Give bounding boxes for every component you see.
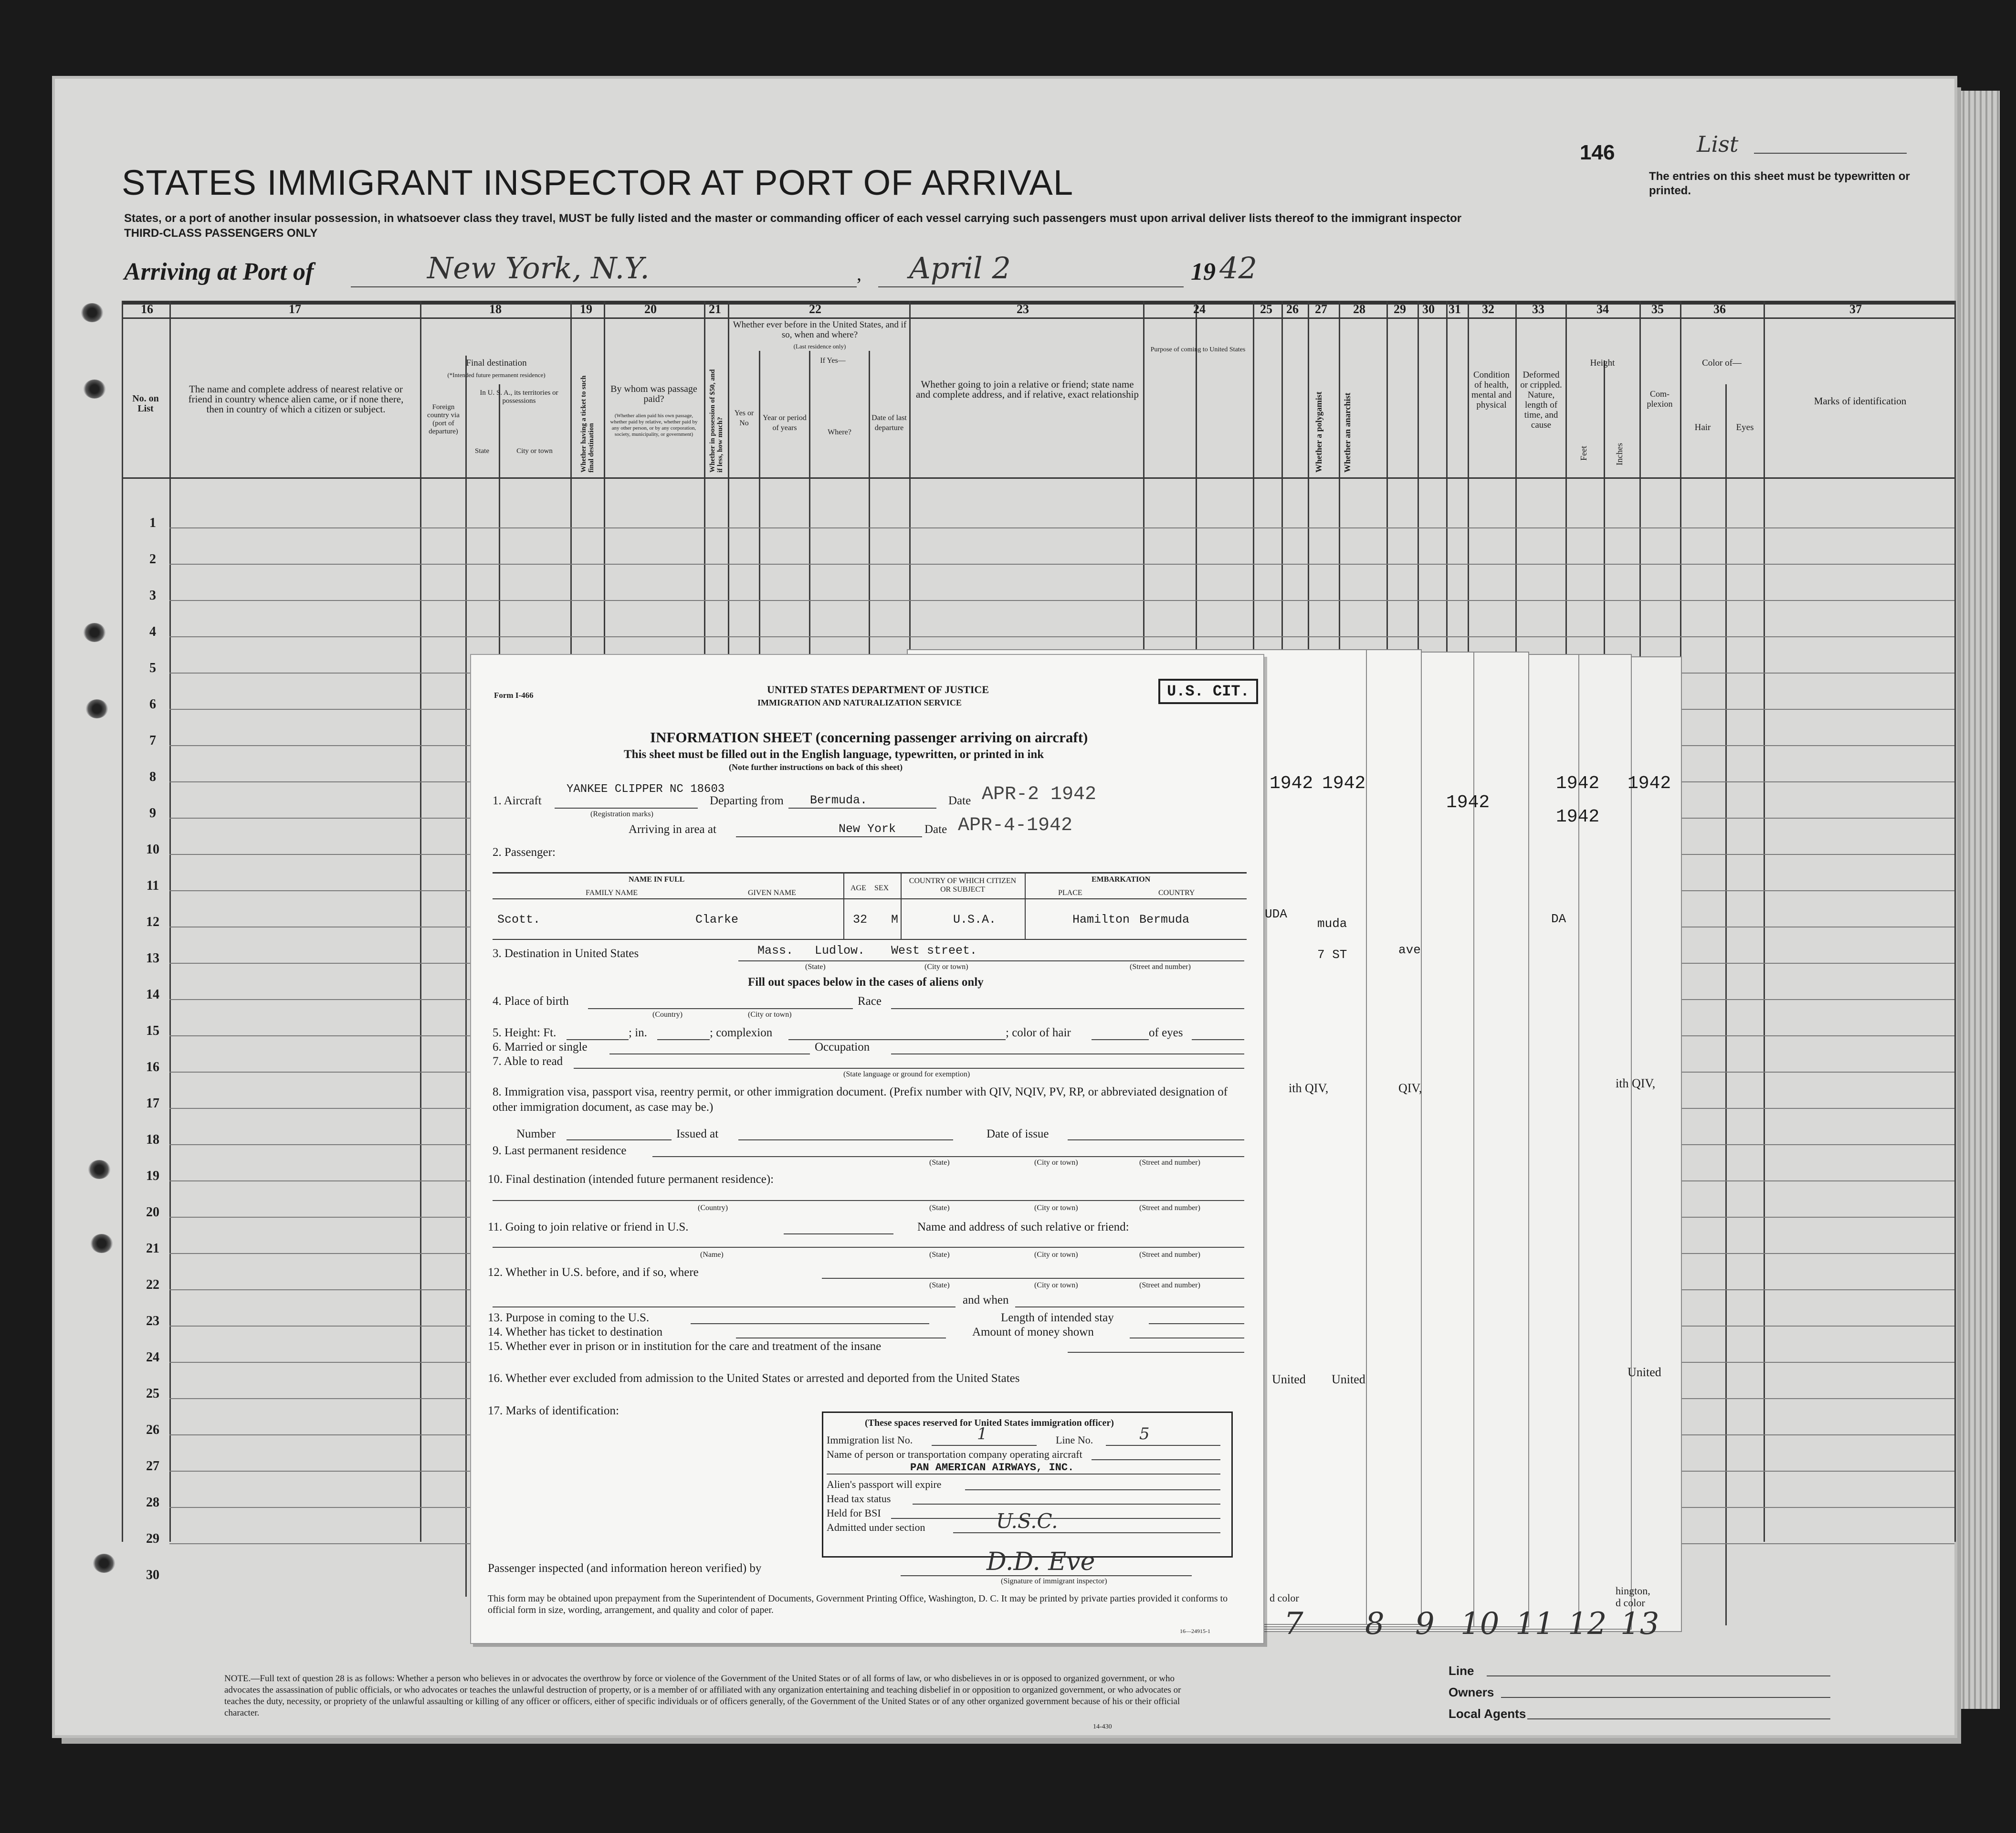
- sheet-number: 13: [1620, 1606, 1659, 1642]
- sub-label: (Street and number): [1130, 963, 1191, 971]
- row-number: 12: [146, 915, 159, 929]
- citizen-header: COUNTRY OF WHICH CITIZEN OR SUBJECT: [909, 877, 1017, 894]
- col-number: 20: [644, 302, 657, 316]
- binder-hole-icon: [91, 1234, 113, 1253]
- instruction: This sheet must be filled out in the English language, typewritten, or printed in ink: [624, 748, 1044, 761]
- sub-label: (State): [929, 1251, 950, 1259]
- sub-label: (City or town): [924, 963, 968, 971]
- name-in-full: NAME IN FULL: [629, 875, 685, 884]
- issued-at-label: Issued at: [676, 1127, 719, 1140]
- stacked-fragment: muda: [1317, 916, 1347, 931]
- given-name-header: GIVEN NAME: [748, 889, 796, 897]
- row-number: 28: [146, 1495, 159, 1510]
- destination-city: Ludlow.: [815, 944, 865, 958]
- race-label: Race: [858, 995, 882, 1008]
- manifest-subtitle: States, or a port of another insular possession, in whatsoever class they travel, MUST be fully listed and the master or commanding officer of each vessel carrying such passengers must upon arrival deliver lists thereof to the immigrant inspector: [124, 212, 1462, 225]
- header-no-on-list: No. on List: [132, 393, 159, 414]
- row-number: 4: [149, 624, 156, 639]
- header-possession-50: Whether in possession of $50, and if less, how much?: [709, 369, 724, 473]
- row-number: 17: [146, 1096, 159, 1111]
- row-number: 13: [146, 951, 159, 966]
- row-number: 11: [146, 878, 159, 893]
- header-state: State: [475, 447, 489, 455]
- age-header: AGE: [850, 884, 866, 892]
- sub-label: (Name): [700, 1251, 724, 1259]
- manifest-page: 146 List The entries on this sheet must be typewritten or printed. STATES IMMIGRANT INSPECTOR AT PORT OF ARRIVAL States, or a port of another insular possession, in whatsoever class they travel, MUST be fully listed and the master or commanding officer of each vessel carrying such passengers must upon arrival deliver lists thereof to the immigrant inspector THIRD-CLASS PASSENGERS ONLY Arriving at Port of New York, N.Y. , April 2 19 42 16 17 18 19 20 21 22 23 24 25 26 27 28 29 30 31 32 33 34 35 36 37 No. on List The name and complete address of nearest relative or friend in country whence alien came, or if none there, then in country of which a citizen or subject. Final destination (*Intended future permanent residence) Foreign country via (port of departure) In U. S. A., its territories or possessions State City or town Whether having a ticket to such final destination By whom was passage paid? (Whether alien paid his own passage, whether paid by relative, whether paid by any other person, or by any corporation, society, municipality, or government) Whether in possession of $50, and if less, how much? Whether ever before in the United States, and if so, when and where? (Last residence only) Yes or No If Yes— Year or period of years Where? Date of last departure Whether going to join a relative or friend; state name and complete address, and if relative, exact relationship Purpose of coming to United States Whether a polygamist Whether an anarchist Condition of health, mental and physical Deformed or crippled. Nature, length of time, and cause Height Feet Inches Com-plexion Color of— Hair Eyes Marks of identification NOTE.—Full text of question 28 is as follows: Whether a person who believes in or advocates the overthrow by force or violence of the Government of the United States or of all forms of law, or who disbelieves in or is opposed to organized government, or who advocates the assassination of public officials, or who advocates or teaches the unlawful destruction of property, or is a member of or affiliated with any organization entertaining and teaching disbelief in or opposition to organized government, or who advocates or teaches the duty, necessity, or propriety of the unlawful assaulting or killing of any officer or officers, either of specific individuals or of officers generally, of the Government of the United States or of any other organized government because of his or their official character. 14-430 Line Owners Local Agents: [55, 79, 1954, 1735]
- row-number: 10: [146, 842, 159, 857]
- stacked-fragment: United: [1332, 1372, 1365, 1386]
- q15-label: 15. Whether ever in prison or in institution for the care and treatment of the insane: [488, 1340, 882, 1353]
- header-health: Condition of health, mental and physical: [1471, 370, 1512, 410]
- departing-label: Departing from: [710, 794, 784, 807]
- sheet-number: 7: [1284, 1606, 1303, 1642]
- col-number: 28: [1353, 302, 1365, 316]
- q3-label: 3. Destination in United States: [493, 947, 639, 960]
- col-number: 34: [1596, 302, 1609, 316]
- header-year-period: Year or period of years: [763, 414, 807, 432]
- row-number: 30: [146, 1568, 159, 1582]
- q5-complexion: ; complexion: [710, 1026, 773, 1039]
- stacked-fragment: ave: [1398, 943, 1421, 957]
- q5-eyes: of eyes: [1149, 1026, 1183, 1039]
- header-passage-note: (Whether alien paid his own passage, whether paid by relative, whether paid by any other person, or by any corporation, society, municipality, or government): [610, 413, 698, 437]
- row-number: 3: [149, 588, 156, 603]
- head-tax-label: Head tax status: [827, 1493, 891, 1505]
- header-final-destination: Final destination: [466, 358, 527, 368]
- q4-label: 4. Place of birth: [493, 995, 569, 1008]
- sub-label: (Street and number): [1139, 1159, 1200, 1167]
- sub-label: (Street and number): [1139, 1281, 1200, 1289]
- place-header: PLACE: [1058, 889, 1082, 897]
- signature-label: (Signature of immigrant inspector): [1001, 1577, 1107, 1585]
- list-no-value: 1: [977, 1424, 987, 1443]
- col-number: 31: [1449, 302, 1461, 316]
- page-number: 146: [1580, 141, 1615, 164]
- arriving-label: Arriving at Port of: [124, 258, 314, 285]
- q14-label: 14. Whether has ticket to destination: [488, 1326, 663, 1338]
- col-number: 17: [289, 302, 301, 316]
- sub-label: (State): [929, 1281, 950, 1289]
- q5-label: 5. Height: Ft.: [493, 1026, 556, 1039]
- operator-label: Name of person or transportation company operating aircraft: [827, 1448, 1082, 1460]
- stacked-fragment: United: [1628, 1365, 1661, 1379]
- row-number: 14: [146, 987, 159, 1002]
- header-height: Height: [1590, 358, 1615, 368]
- row-number: 1: [149, 516, 156, 530]
- header-anarchist: Whether an anarchist: [1343, 392, 1352, 473]
- col-number: 16: [141, 302, 153, 316]
- header-ever-before: Whether ever before in the United States, and if so, when and where?: [733, 320, 907, 340]
- inspected-label: Passenger inspected (and information hereon verified) by: [488, 1562, 762, 1575]
- passenger-family-name: Scott.: [497, 913, 541, 927]
- q11-label: 11. Going to join relative or friend in U.S.: [488, 1221, 689, 1233]
- stacked-year: 1942: [1556, 773, 1600, 794]
- header-ticket: Whether having a ticket to such final destination: [580, 375, 595, 473]
- header-purpose: Purpose of coming to United States: [1150, 346, 1246, 353]
- header-hair: Hair: [1694, 422, 1711, 432]
- form-code: 14-430: [1093, 1723, 1112, 1730]
- year-prefix: 19: [1191, 258, 1216, 285]
- sub-label: (Country): [698, 1204, 728, 1212]
- row-number: 7: [149, 733, 156, 748]
- header-passage-paid: By whom was passage paid?: [610, 384, 697, 404]
- col-number: 35: [1651, 302, 1664, 316]
- sub-label: (State): [805, 963, 826, 971]
- q5-inches: ; in.: [629, 1026, 647, 1039]
- col-number: 25: [1260, 302, 1272, 316]
- col-number: 24: [1193, 302, 1206, 316]
- row-number: 26: [146, 1422, 159, 1437]
- binder-hole-icon: [84, 623, 105, 642]
- q13-label: 13. Purpose in coming to the U.S.: [488, 1311, 650, 1324]
- sub-label: (City or town): [1034, 1204, 1078, 1212]
- embarkation-header: EMBARKATION: [1092, 875, 1151, 884]
- row-number: 18: [146, 1132, 159, 1147]
- row-number: 20: [146, 1205, 159, 1220]
- row-number: 23: [146, 1314, 159, 1328]
- sub-label: (Street and number): [1139, 1204, 1200, 1212]
- department: UNITED STATES DEPARTMENT OF JUSTICE: [767, 684, 989, 695]
- sheet-number: 11: [1515, 1606, 1554, 1642]
- q7-label: 7. Able to read: [493, 1055, 563, 1068]
- q10-label: 10. Final destination (intended future permanent residence):: [488, 1173, 774, 1186]
- sheet-number: 12: [1568, 1606, 1607, 1642]
- row-number: 29: [146, 1531, 159, 1546]
- line-label: Line: [1449, 1664, 1474, 1678]
- sheet-number: 9: [1415, 1606, 1435, 1642]
- stacked-fragment: hington,: [1616, 1585, 1650, 1597]
- sub-label: (State): [929, 1204, 950, 1212]
- embark-country: Bermuda: [1139, 913, 1190, 927]
- row-number: 2: [149, 552, 156, 567]
- aliens-only: Fill out spaces below in the cases of aliens only: [748, 976, 984, 989]
- port-handwritten: New York, N.Y.: [427, 251, 650, 285]
- sheet-number: 8: [1365, 1606, 1385, 1642]
- header-in-usa: In U. S. A., its territories or possessions: [480, 389, 558, 405]
- row-number: 22: [146, 1277, 159, 1292]
- row-number: 5: [149, 661, 156, 675]
- q16-label: 16. Whether ever excluded from admission to the United States or arrested and deported from the United States: [488, 1372, 1020, 1385]
- row-number: 21: [146, 1241, 159, 1256]
- agents-label: Local Agents: [1449, 1707, 1526, 1721]
- col-number: 33: [1532, 302, 1544, 316]
- sub-label: (Country): [652, 1011, 683, 1019]
- arriving-value: New York: [839, 822, 896, 836]
- family-name-header: FAMILY NAME: [586, 889, 638, 897]
- col-number: 26: [1286, 302, 1299, 316]
- instruction-note: (Note further instructions on back of this sheet): [729, 762, 903, 772]
- col-number: 37: [1849, 302, 1862, 316]
- line-no-label: Line No.: [1056, 1434, 1093, 1446]
- form-number: Form I-466: [494, 691, 534, 700]
- date-label: Date: [948, 794, 971, 807]
- binder-hole-icon: [84, 379, 105, 399]
- sub-label: (City or town): [1034, 1251, 1078, 1259]
- header-city: City or town: [516, 447, 553, 455]
- q6-label: 6. Married or single: [493, 1041, 588, 1053]
- passenger-label: 2. Passenger:: [493, 846, 556, 859]
- header-eyes: Eyes: [1736, 422, 1754, 432]
- col-number: 30: [1422, 302, 1435, 316]
- header-final-destination-note: (*Intended future permanent residence): [447, 371, 546, 379]
- stacked-fragment: United: [1272, 1372, 1306, 1386]
- sub-label: (Street and number): [1139, 1251, 1200, 1259]
- destination-street: West street.: [891, 944, 977, 958]
- date-issue-label: Date of issue: [987, 1127, 1049, 1140]
- header-foreign-country: Foreign country via (port of departure): [427, 403, 460, 435]
- row-number: 25: [146, 1386, 159, 1401]
- header-if-yes: If Yes—: [820, 357, 846, 365]
- country-header: COUNTRY: [1158, 889, 1195, 897]
- embark-place: Hamilton: [1072, 913, 1130, 927]
- col-number: 21: [709, 302, 721, 316]
- footnote: NOTE.—Full text of question 28 is as follows: Whether a person who believes in or advocates the overthrow by force or violence of the Government of the United States or of all forms of law, or who disbelieves in or is opposed to organized government, or who advocates the assassination of public officials, or who advocates or teaches the unlawful destruction of property, or is a member of or affiliated with any organization entertaining and teaching disbelief in or opposition to organized government, or who advocates or teaches the duty, necessity, or propriety of the unlawful assaulting or killing of any officer or officers, either of specific individuals or of officers generally, of the Government of the United States or of any other organized government because of his or their official character.: [224, 1674, 1181, 1718]
- registration-marks: (Registration marks): [590, 810, 653, 818]
- aircraft-label: 1. Aircraft: [493, 794, 542, 807]
- passenger-age: 32: [853, 913, 868, 927]
- passport-expire-label: Alien's passport will expire: [827, 1478, 942, 1490]
- departing-value: Bermuda.: [810, 793, 868, 807]
- passenger-citizenship: U.S.A.: [953, 913, 997, 927]
- stacked-fragment: 7 ST: [1317, 948, 1347, 962]
- and-when-label: and when: [963, 1294, 1009, 1306]
- sub-label: (City or town): [1034, 1159, 1078, 1167]
- row-number: 16: [146, 1060, 159, 1075]
- sub-label: (State): [929, 1159, 950, 1167]
- header-inches: Inches: [1615, 443, 1624, 465]
- stacked-fragment: d color: [1270, 1592, 1299, 1604]
- row-number: 8: [149, 769, 156, 784]
- departing-date-stamp: APR-2 1942: [982, 784, 1097, 805]
- binder-hole-icon: [86, 699, 108, 718]
- q11-b-label: Name and address of such relative or friend:: [917, 1221, 1129, 1233]
- binder-hole-icon: [93, 1554, 115, 1573]
- year-handwritten: 42: [1219, 251, 1257, 285]
- sub-label: (City or town): [1034, 1281, 1078, 1289]
- obtain-note: This form may be obtained upon prepayment from the Superintendent of Documents, Government Printing Office, Washington, D. C. It may be printed by private parties provided it conforms to official form in size, wording, arrangement, and quality and color of paper.: [488, 1593, 1228, 1615]
- header-complexion: Com-plexion: [1647, 389, 1673, 409]
- header-join-relative: Whether going to join a relative or friend; state name and complete address, and if relative, exact relationship: [915, 379, 1139, 400]
- col-number: 18: [489, 302, 502, 316]
- admitted-value: U.S.C.: [996, 1509, 1058, 1533]
- col-number: 19: [580, 302, 592, 316]
- information-sheet: [470, 654, 1264, 1644]
- date-handwritten: April 2: [909, 251, 1011, 285]
- header-color-of: Color of—: [1702, 358, 1742, 368]
- row-number: 9: [149, 806, 156, 821]
- length-stay-label: Length of intended stay: [1001, 1311, 1114, 1324]
- passenger-given-name: Clarke: [695, 913, 739, 927]
- entries-note: The entries on this sheet must be typewritten or printed.: [1649, 170, 1910, 197]
- list-no-label: Immigration list No.: [827, 1434, 913, 1446]
- reserved-label: (These spaces reserved for United States immigration officer): [865, 1418, 1114, 1428]
- row-number: 15: [146, 1023, 159, 1038]
- q9-label: 9. Last permanent residence: [493, 1144, 627, 1157]
- header-where: Where?: [828, 428, 851, 436]
- stacked-fragment: ith QIV,: [1616, 1076, 1656, 1090]
- q7-note: (State language or ground for exemption): [843, 1070, 970, 1078]
- destination-state: Mass.: [757, 944, 794, 958]
- owners-label: Owners: [1449, 1685, 1494, 1699]
- q8-label: 8. Immigration visa, passport visa, reentry permit, or other immigration document. (Prefix number with QIV, NQIV, PV, RP, or abbreviated designation of other immigration document, as case may be.): [493, 1085, 1228, 1114]
- money-label: Amount of money shown: [972, 1326, 1094, 1338]
- col-number: 23: [1017, 302, 1029, 316]
- us-citizen-stamp: U.S. CIT.: [1158, 679, 1258, 704]
- row-number: 19: [146, 1169, 159, 1183]
- date-label: Date: [924, 823, 947, 836]
- stacked-fragment: UDA: [1265, 907, 1287, 921]
- col-number: 29: [1394, 302, 1406, 316]
- info-sheet-title: INFORMATION SHEET (concerning passenger arriving on aircraft): [650, 729, 1088, 746]
- arriving-date-stamp: APR-4-1942: [958, 815, 1073, 836]
- inspector-signature: D.D. Eve: [987, 1548, 1095, 1576]
- aircraft-value: YANKEE CLIPPER NC 18603: [567, 783, 725, 796]
- header-polygamist: Whether a polygamist: [1314, 391, 1323, 473]
- number-label: Number: [516, 1127, 556, 1140]
- header-marks: Marks of identification: [1814, 395, 1907, 407]
- line-no-value: 5: [1139, 1424, 1150, 1443]
- occupation-label: Occupation: [815, 1041, 870, 1053]
- binder-hole-icon: [88, 1160, 110, 1179]
- stacked-year: 1942: [1556, 807, 1600, 827]
- stacked-fragment: DA: [1551, 912, 1566, 926]
- row-number: 6: [149, 697, 156, 712]
- manifest-title: STATES IMMIGRANT INSPECTOR AT PORT OF ARRIVAL: [122, 163, 1074, 202]
- held-bsi-label: Held for BSI: [827, 1507, 881, 1519]
- operator-value: PAN AMERICAN AIRWAYS, INC.: [910, 1462, 1074, 1474]
- row-number: 24: [146, 1350, 159, 1365]
- sub-label: (City or town): [748, 1011, 792, 1019]
- q17-label: 17. Marks of identification:: [488, 1404, 619, 1417]
- row-number: 27: [146, 1459, 159, 1474]
- sheet-number: 10: [1460, 1606, 1500, 1642]
- stacked-year: 1942: [1446, 792, 1490, 813]
- col-number: 27: [1315, 302, 1327, 316]
- stacked-fragment: QIV,: [1398, 1081, 1422, 1095]
- class-line: THIRD-CLASS PASSENGERS ONLY: [124, 227, 318, 240]
- stacked-year: 1942: [1628, 773, 1671, 794]
- col-number: 22: [809, 302, 821, 316]
- q12-label: 12. Whether in U.S. before, and if so, where: [488, 1266, 699, 1279]
- sex-header: SEX: [874, 884, 889, 892]
- arriving-label: Arriving in area at: [629, 823, 716, 836]
- header-yes-no: Yes or No: [734, 409, 754, 427]
- header-last-residence: (Last residence only): [793, 343, 846, 350]
- admitted-label: Admitted under section: [827, 1521, 925, 1533]
- list-label: List: [1697, 131, 1739, 157]
- stacked-year: 1942: [1270, 773, 1313, 794]
- binder-hole-icon: [81, 303, 103, 322]
- print-code: 16—24915-1: [1180, 1628, 1210, 1634]
- stacked-year: 1942: [1322, 773, 1366, 794]
- col-number: 36: [1713, 302, 1726, 316]
- passenger-sex: M: [891, 913, 899, 927]
- q5-hair: ; color of hair: [1006, 1026, 1071, 1039]
- service: IMMIGRATION AND NATURALIZATION SERVICE: [757, 698, 962, 707]
- header-date-departure: Date of last departure: [872, 414, 907, 432]
- col-number: 32: [1482, 302, 1494, 316]
- header-deformed: Deformed or crippled. Nature, length of time, and cause: [1520, 370, 1562, 430]
- header-feet: Feet: [1579, 446, 1588, 461]
- stacked-fragment: d color: [1616, 1597, 1645, 1609]
- header-nearest-relative: The name and complete address of nearest relative or friend in country whence alien came, or if none there, then in country of which a citizen or subject.: [188, 383, 404, 415]
- stacked-fragment: ith QIV,: [1289, 1081, 1329, 1095]
